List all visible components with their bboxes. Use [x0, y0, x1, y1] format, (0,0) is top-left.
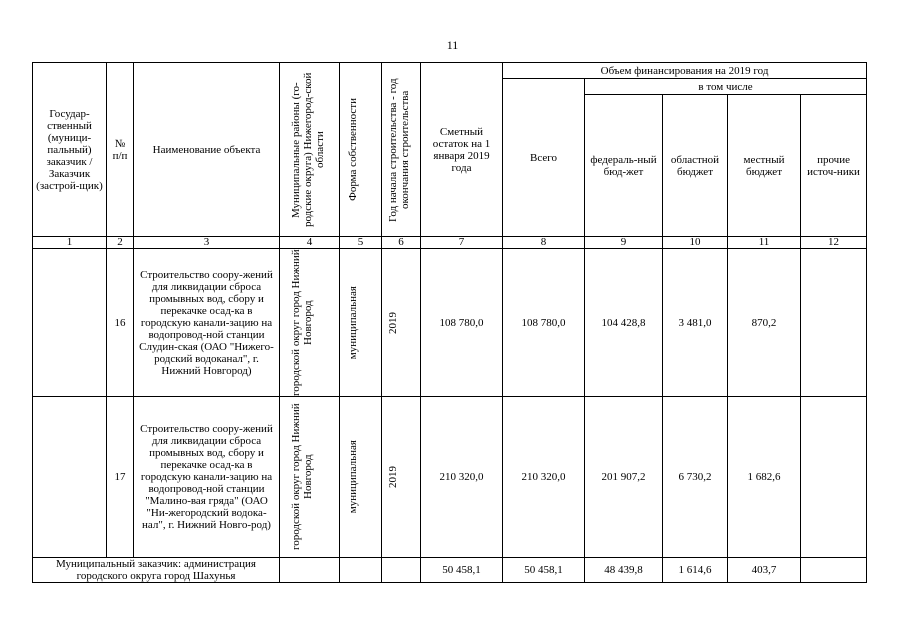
- row-local: 870,2: [728, 249, 801, 397]
- total-row-total: 50 458,1: [503, 558, 585, 583]
- row-years-cell: [382, 397, 421, 558]
- row-ownership-cell: [340, 397, 382, 558]
- row-regional: 6 730,2: [663, 397, 728, 558]
- header-row-1: [33, 63, 867, 79]
- header-local: местный бюджет: [728, 95, 801, 237]
- header-total: Всего: [503, 79, 585, 237]
- total-row-regional: 1 614,6: [663, 558, 728, 583]
- row-other: [801, 397, 867, 558]
- total-row-other: [801, 558, 867, 583]
- header-regional: областной бюджет: [663, 95, 728, 237]
- header-other: прочие источ-ники: [801, 95, 867, 237]
- total-row: [33, 558, 867, 583]
- column-number: 5: [340, 237, 382, 249]
- row-total: 108 780,0: [503, 249, 585, 397]
- row-years-cell: [382, 249, 421, 397]
- header-district-cell: [280, 63, 340, 237]
- header-object-name: Наименование объекта: [134, 63, 280, 237]
- header-including: в том числе: [585, 79, 867, 95]
- header-years-cell: [382, 63, 421, 237]
- column-number: 2: [107, 237, 134, 249]
- header-ownership-cell: [340, 63, 382, 237]
- row-estimate: 210 320,0: [421, 397, 503, 558]
- row-ownership: муниципальная: [346, 285, 359, 360]
- row-local: 1 682,6: [728, 397, 801, 558]
- header-district: Муниципальные районы (го-родские округа) Нижегород-ской области: [289, 72, 326, 227]
- column-number: 1: [33, 237, 107, 249]
- column-number: 3: [134, 237, 280, 249]
- row-district: городской округ город Нижний Новгород: [289, 249, 314, 396]
- column-number: 11: [728, 237, 801, 249]
- total-row-empty: [382, 558, 421, 583]
- row-num: 16: [107, 249, 134, 397]
- header-funding-group: Объем финансирования на 2019 год: [503, 63, 867, 79]
- table-row: [33, 249, 867, 397]
- row-object-name: Строительство соору-жений для ликвидации сброса промывных вод, сбору и перекачке осад-ка в городскую канали-зацию на водопровод-ной станции Слудин-ская (ОАО "Нижего-родский водоканал", г. Нижний Новгород): [134, 249, 280, 397]
- header-num: № п/п: [107, 63, 134, 237]
- row-years: 2019: [387, 466, 399, 488]
- total-row-local: 403,7: [728, 558, 801, 583]
- total-row-empty: [340, 558, 382, 583]
- table-row: [33, 397, 867, 558]
- page-number: 11: [446, 38, 459, 52]
- header-ownership: Форма собственности: [346, 98, 359, 201]
- row-district-cell: [280, 397, 340, 558]
- total-row-label: Муниципальный заказчик: администрация городского округа город Шахунья: [33, 558, 280, 583]
- column-number: 10: [663, 237, 728, 249]
- total-row-empty: [280, 558, 340, 583]
- row-regional: 3 481,0: [663, 249, 728, 397]
- row-ownership-cell: [340, 249, 382, 397]
- row-federal: 201 907,2: [585, 397, 663, 558]
- column-number: 12: [801, 237, 867, 249]
- row-customer: [33, 249, 107, 397]
- header-customer: Государ-ственный (муници-пальный) заказчик / Заказчик (застрой-щик): [33, 63, 107, 237]
- header-years: Год начала строительства - год окончания строительства: [387, 77, 411, 222]
- row-ownership: муниципальная: [346, 440, 359, 514]
- row-num: 17: [107, 397, 134, 558]
- column-number: 7: [421, 237, 503, 249]
- row-district: городской округ город Нижний Новгород: [289, 403, 314, 551]
- row-customer: [33, 397, 107, 558]
- column-number-row: [33, 237, 867, 249]
- header-federal: федераль-ный бюд-жет: [585, 95, 663, 237]
- row-years: 2019: [387, 311, 399, 334]
- column-number: 9: [585, 237, 663, 249]
- row-object-name: Строительство соору-жений для ликвидации сброса промывных вод, сбору и перекачке осад-ка в городскую канали-зацию на водопровод-ной станции "Малино-вая гряда" (ОАО "Ни-жегородский водока-нал", г. Нижний Новго-род): [134, 397, 280, 558]
- column-number: 6: [382, 237, 421, 249]
- header-estimate: Сметный остаток на 1 января 2019 года: [421, 63, 503, 237]
- row-federal: 104 428,8: [585, 249, 663, 397]
- row-estimate: 108 780,0: [421, 249, 503, 397]
- total-row-federal: 48 439,8: [585, 558, 663, 583]
- row-total: 210 320,0: [503, 397, 585, 558]
- total-row-estimate: 50 458,1: [421, 558, 503, 583]
- column-number: 4: [280, 237, 340, 249]
- financing-table: [32, 62, 867, 583]
- row-district-cell: [280, 249, 340, 397]
- row-other: [801, 249, 867, 397]
- column-number: 8: [503, 237, 585, 249]
